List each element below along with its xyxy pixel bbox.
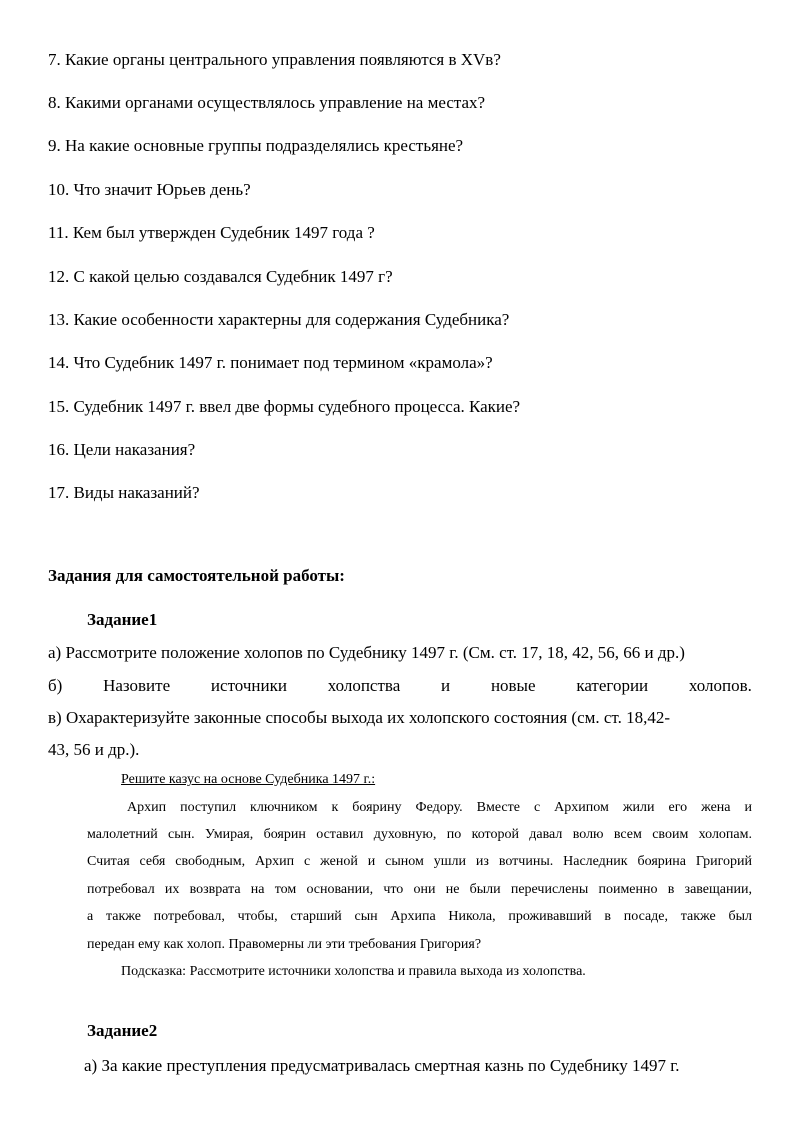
case-text-line: передан ему как холоп. Правомерны ли эти требования Григория? [87, 937, 482, 952]
section-title: Задания для самостоятельной работы: [48, 566, 345, 585]
task1-item-a: а) Рассмотрите положение холопов по Судебнику 1497 г. (См. ст. 17, 18, 42, 56, 66 и др.) [48, 643, 685, 662]
case-text-line: малолетний сын. Умирая, боярин оставил духовную, по которой давал волю всем своим холопам. [87, 827, 752, 842]
task2-title: Задание2 [87, 1021, 158, 1040]
task1-item-b-word: холопства [327, 676, 401, 695]
case-text-line: Архип поступил ключником к боярину Федору. Вместе с Архипом жили его жена и [127, 800, 752, 815]
task1-item-b-word: категории [576, 676, 649, 695]
task1-item-c-line1: в) Охарактеризуйте законные способы выхода их холопского состояния (см. ст. 18,42- [48, 708, 670, 727]
case-text-line: Считая себя свободным, Архип с женой и сыном ушли из вотчины. Наследник боярина Григорий [87, 854, 752, 869]
question-14: 14. Что Судебник 1497 г. понимает под термином «крамола»? [48, 353, 493, 372]
case-hint: Подсказка: Рассмотрите источники холопства и правила выхода из холопства. [121, 964, 586, 979]
question-15: 15. Судебник 1497 г. ввел две формы судебного процесса. Какие? [48, 397, 521, 416]
question-17: 17. Виды наказаний? [48, 483, 200, 502]
task1-item-b-word: холопов. [688, 676, 752, 695]
case-title: Решите казус на основе Судебника 1497 г.: [121, 772, 376, 787]
task1-item-b-word: Назовите [103, 676, 171, 695]
question-13: 13. Какие особенности характерны для содержания Судебника? [48, 310, 510, 329]
task1-item-b [48, 676, 752, 696]
case-text-line: а также потребовал, чтобы, старший сын Архипа Никола, проживавший в посаде, также был [87, 909, 752, 924]
task2-item-a: а) За какие преступления предусматривалась смертная казнь по Судебнику 1497 г. [84, 1056, 680, 1075]
question-7: 7. Какие органы центрального управления появляются в XVв? [48, 50, 501, 69]
task1-item-b-word: новые [490, 676, 536, 695]
case-text-line: потребовал их возврата на том основании, что они не были перечислены поименно в завещании, [87, 882, 752, 897]
question-16: 16. Цели наказания? [48, 440, 196, 459]
task1-title: Задание1 [87, 610, 158, 629]
question-11: 11. Кем был утвержден Судебник 1497 года ? [48, 223, 375, 242]
question-8: 8. Какими органами осуществлялось управление на местах? [48, 93, 486, 112]
task1-item-b-word: источники [210, 676, 287, 695]
question-9: 9. На какие основные группы подразделялись крестьяне? [48, 136, 464, 155]
task1-item-c-line2: 43, 56 и др.). [48, 740, 140, 759]
task1-item-b-word: и [441, 676, 451, 695]
question-12: 12. С какой целью создавался Судебник 1497 г? [48, 267, 393, 286]
question-10: 10. Что значит Юрьев день? [48, 180, 251, 199]
task1-item-b-word: б) [48, 676, 63, 695]
